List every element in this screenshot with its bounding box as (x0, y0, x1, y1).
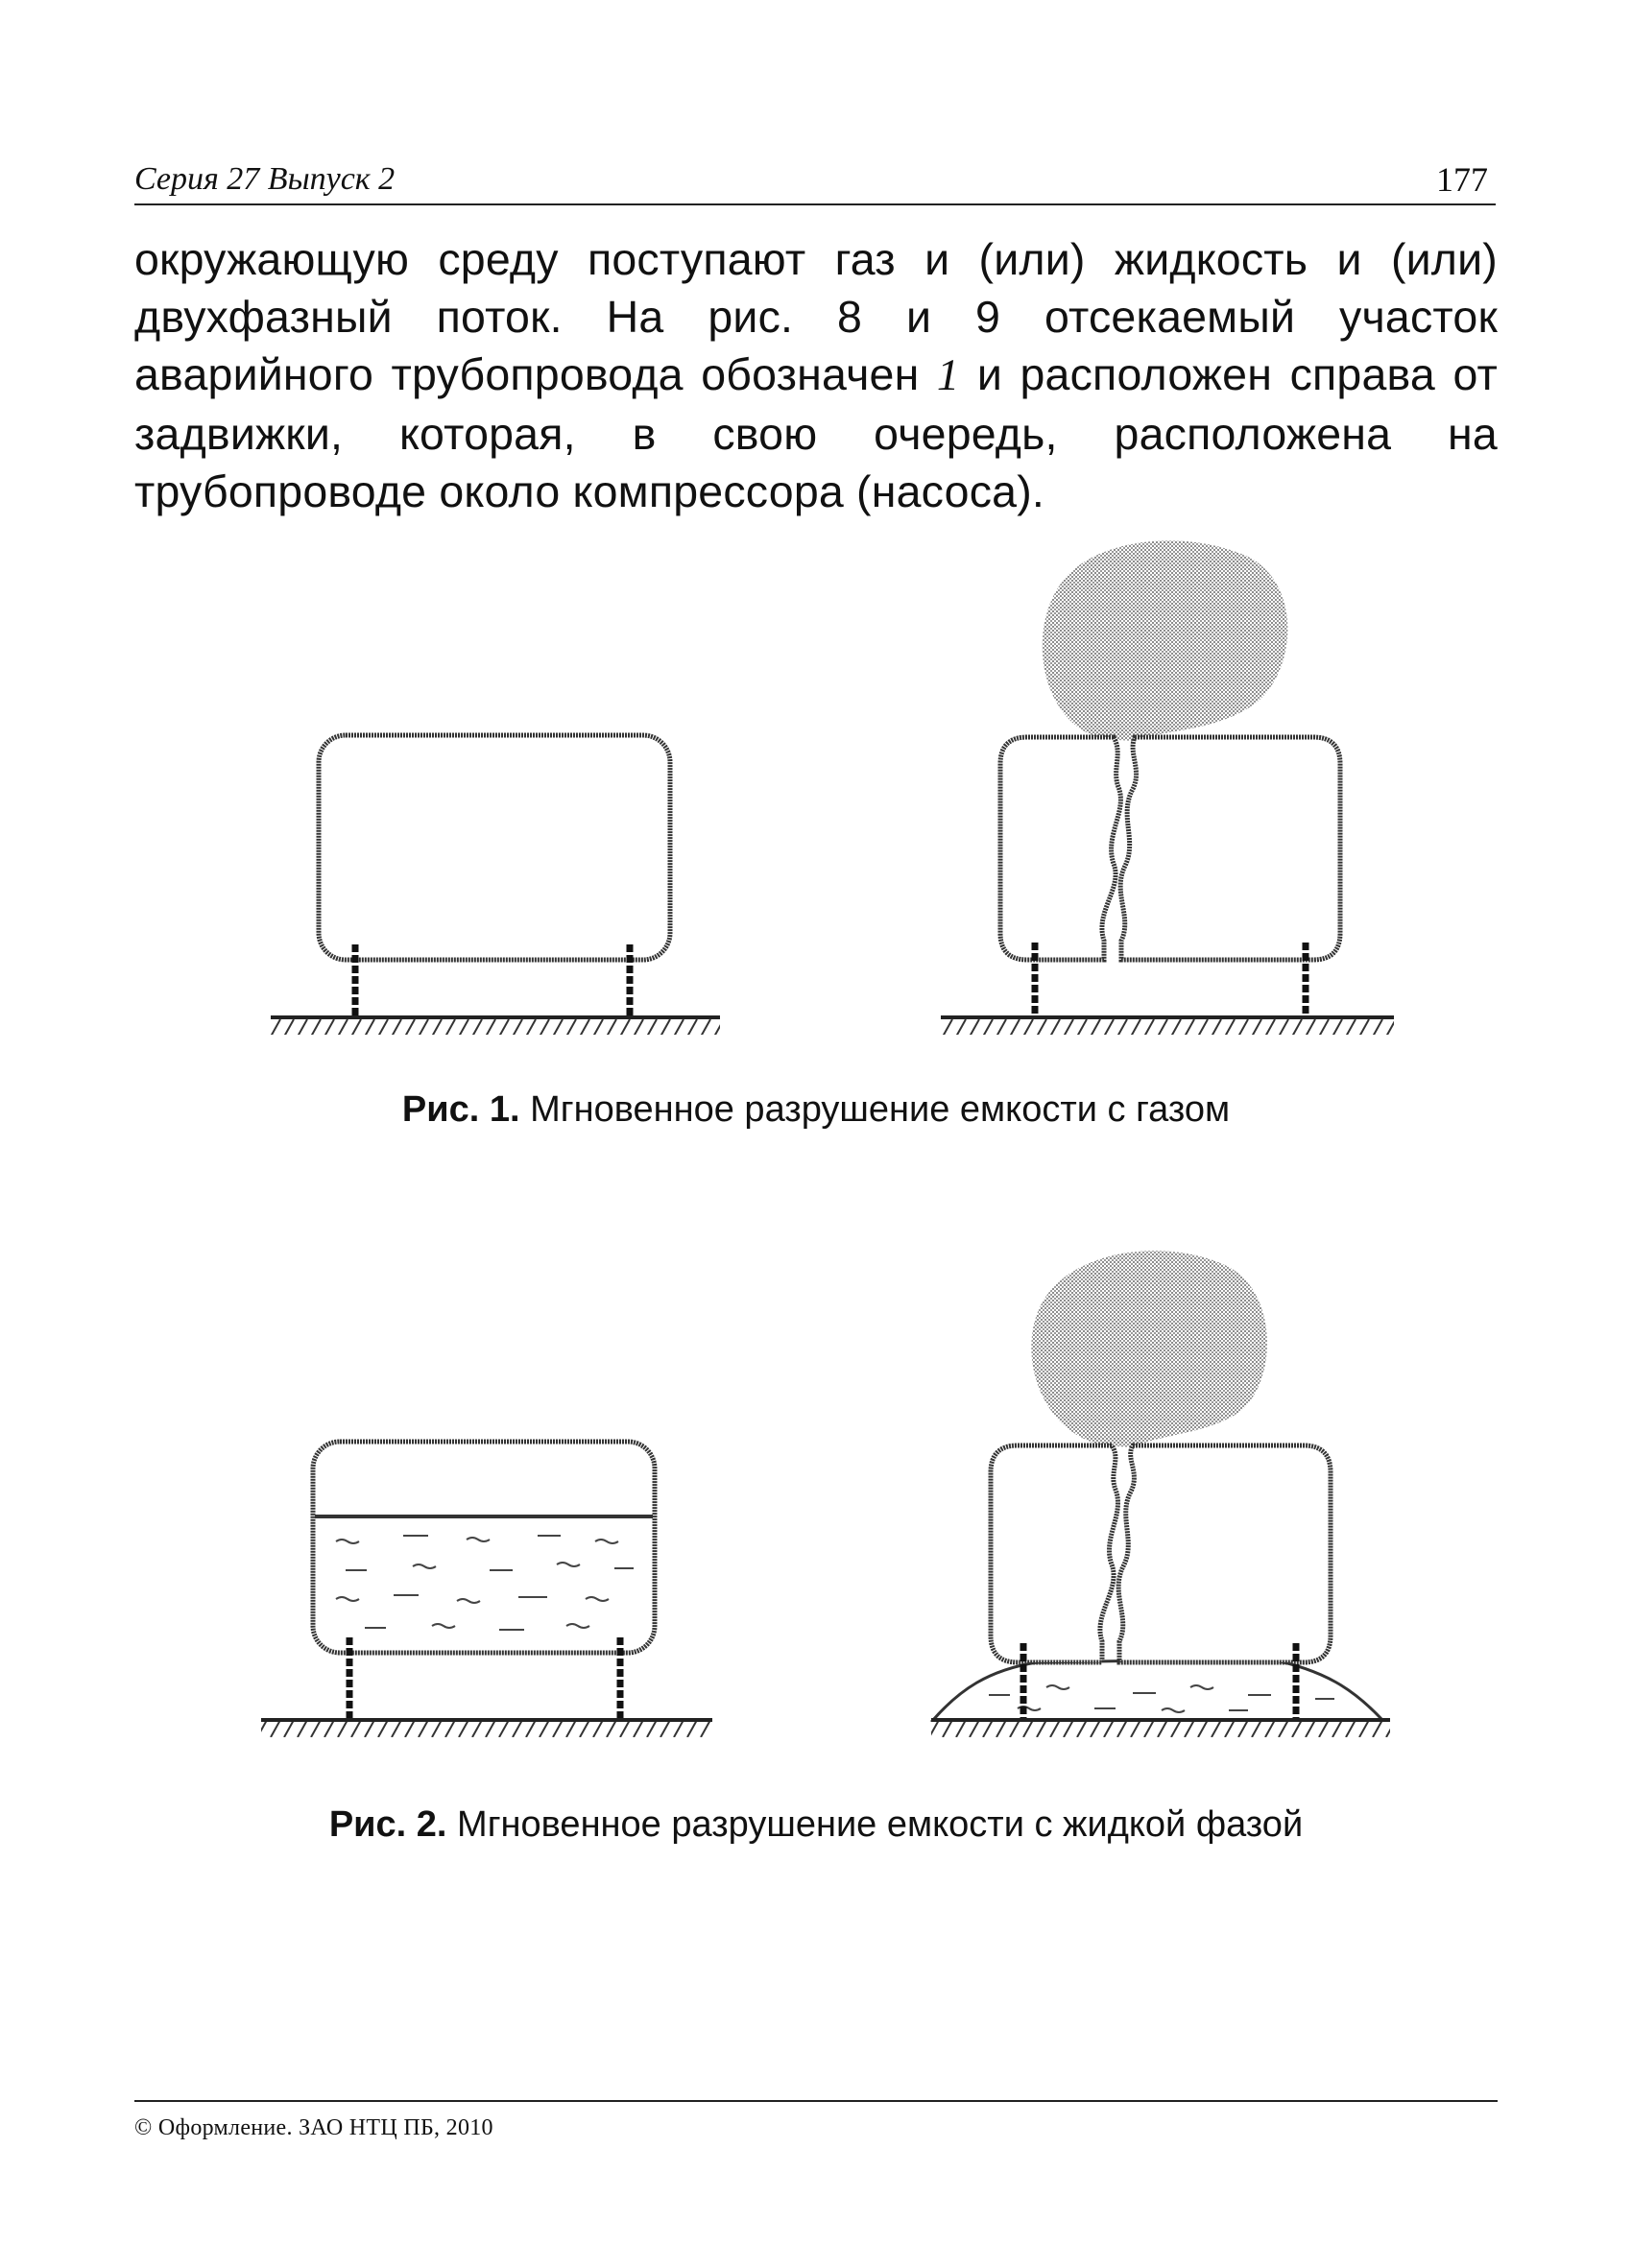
gas-cloud (1031, 1251, 1267, 1447)
figure-2-caption (0, 1804, 1632, 1846)
ruptured-liquid-tank (931, 1251, 1390, 1737)
gas-cloud (1043, 540, 1288, 741)
figure-2 (0, 1219, 1632, 1845)
figure-1-title: Мгновенное разрушение емкости с газом (519, 1089, 1231, 1130)
figure-2-drawing (0, 1219, 1632, 1756)
series-issue: Серия 27 Выпуск 2 (134, 161, 396, 197)
intact-gas-tank (271, 735, 720, 1035)
figure-2-label: Рис. 2. (328, 1804, 447, 1845)
page-number: 177 (1436, 160, 1488, 199)
liquid-spill (933, 1659, 1382, 1720)
body-paragraph (134, 230, 1498, 520)
body-text-part-1: окружающую среду поступают газ и (или) жидкость и (или) двухфазный поток. На рис. 8 и 9 отсекаемый участок аварийного трубопровода обозначен (134, 234, 1498, 399)
italic-reference: 1 (936, 351, 960, 400)
body-text-part-2: и расположен справа от задвижки, которая, в свою очередь, расположена на трубопроводе около компрессора (насоса). (134, 349, 1498, 516)
page-footer (134, 2100, 1498, 2140)
figure-1-label: Рис. 1. (401, 1089, 520, 1130)
running-header (134, 154, 1496, 205)
figure-1-drawing (0, 518, 1632, 1056)
copyright-notice: © Оформление. ЗАО НТЦ ПБ, 2010 (134, 2115, 493, 2140)
figure-2-title: Мгновенное разрушение емкости с жидкой фазой (446, 1804, 1304, 1845)
ruptured-gas-tank (941, 540, 1394, 1035)
figure-1-caption (0, 1089, 1632, 1131)
intact-liquid-tank (261, 1442, 712, 1737)
figure-1 (0, 518, 1632, 1130)
